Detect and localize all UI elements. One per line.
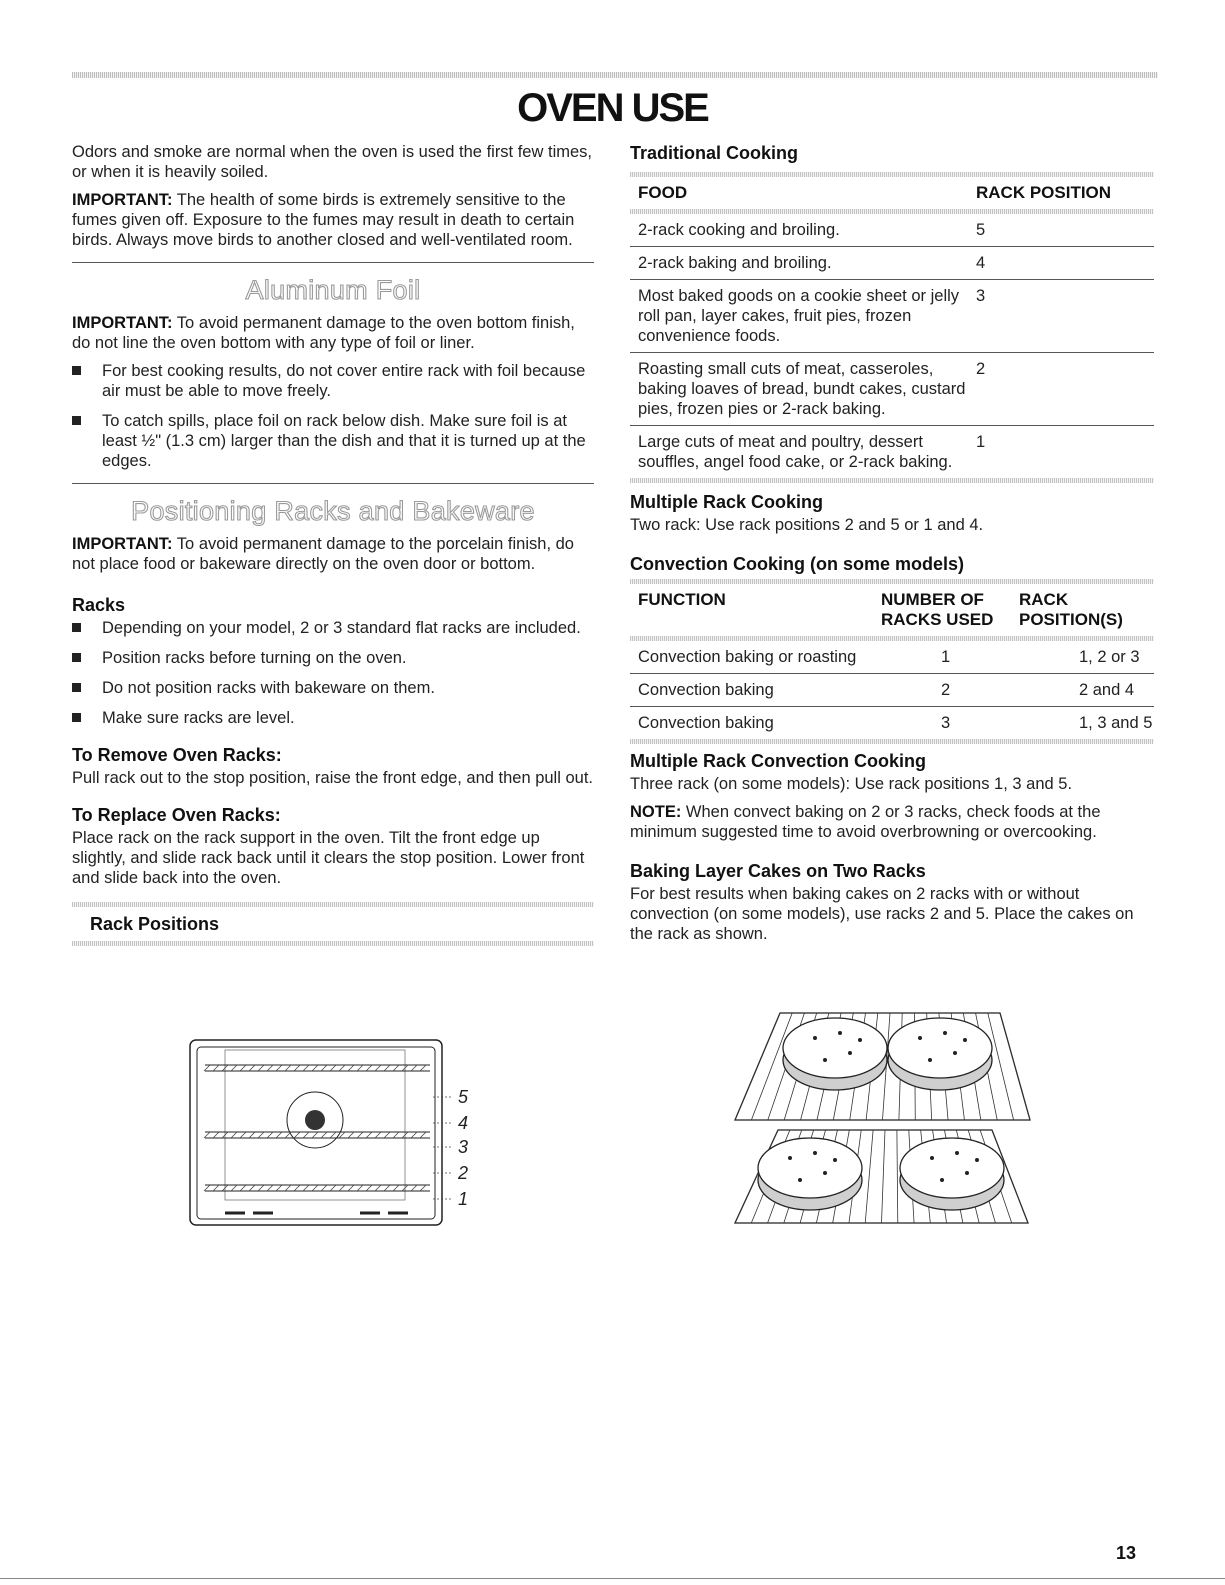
intro-text: Odors and smoke are normal when the oven is used the first few times, or when it is heavily soiled. bbox=[72, 143, 592, 181]
table-row: Convection baking 2 2 and 4 bbox=[630, 674, 1154, 707]
replace-racks-text: Place rack on the rack support in the oven. Tilt the front edge up slightly, and slide rack back until it clears the stop position. Lower front and slide back into the oven. bbox=[72, 829, 585, 887]
table-header: RACK POSITION(S) bbox=[1019, 590, 1123, 629]
divider bbox=[72, 262, 594, 263]
multiple-rack-text: Two rack: Use rack positions 2 and 5 or 1 and 4. bbox=[630, 516, 984, 534]
traditional-cooking-rows bbox=[630, 214, 1154, 478]
convection-heading: Convection Cooking (on some models) bbox=[630, 554, 965, 574]
racks-bullets bbox=[72, 618, 594, 728]
left-column bbox=[72, 142, 594, 946]
oven-rack-diagram bbox=[185, 1035, 485, 1230]
table-header: FOOD bbox=[638, 183, 688, 202]
traditional-cooking-heading: Traditional Cooking bbox=[630, 143, 799, 163]
cake-lower-left bbox=[758, 1138, 862, 1210]
table-row: Roasting small cuts of meat, casseroles, baking loaves of bread, bundt cakes, custard pies, frozen pies or 2-rack baking. 2 bbox=[630, 353, 1154, 426]
table-row: Convection baking or roasting 1 1, 2 or 3 bbox=[638, 648, 1140, 666]
rack-label-4: 4 bbox=[458, 1113, 469, 1133]
table-row: 2-rack cooking and broiling. 5 bbox=[638, 221, 986, 239]
rack-label-3: 3 bbox=[458, 1137, 469, 1157]
cake-lower-right bbox=[900, 1138, 1004, 1210]
top-rule bbox=[72, 72, 1158, 78]
aluminum-foil-title: Aluminum Foil bbox=[245, 275, 421, 305]
multiple-convection-heading: Multiple Rack Convection Cooking bbox=[630, 751, 927, 771]
table-header: RACK POSITION bbox=[976, 183, 1112, 202]
birds-warning: IMPORTANT: The health of some birds is extremely sensitive to the fumes given off. Exposure to the fumes may result in death to certain birds. Always move birds to another closed and well-ventilated room. bbox=[72, 191, 575, 249]
remove-racks-text: Pull rack out to the stop position, raise the front edge, and then pull out. bbox=[72, 769, 593, 787]
racks-heading: Racks bbox=[72, 595, 126, 615]
rack-positions-heading: Rack Positions bbox=[90, 914, 220, 934]
right-column bbox=[630, 142, 1154, 952]
list-item: To catch spills, place foil on rack below dish. Make sure foil is at least ½" (1.3 cm) larger than the dish and that it is turned up at the edges. bbox=[72, 411, 594, 471]
foil-warning: IMPORTANT: To avoid permanent damage to the oven bottom finish, do not line the oven bottom with any type of foil or liner. bbox=[72, 314, 575, 352]
hatch-rule bbox=[630, 739, 1154, 744]
rack-label-1: 1 bbox=[458, 1189, 469, 1209]
divider bbox=[72, 483, 594, 484]
cake-upper-left bbox=[783, 1018, 887, 1090]
list-item: Position racks before turning on the oven. bbox=[72, 648, 594, 668]
positioning-warning: IMPORTANT: To avoid permanent damage to the porcelain finish, do not place food or bakeware directly on the oven door or bottom. bbox=[72, 535, 574, 573]
table-row: Most baked goods on a cookie sheet or jelly roll pan, layer cakes, fruit pies, frozen convenience foods. 3 bbox=[630, 280, 1154, 353]
rack-label-5: 5 bbox=[458, 1087, 469, 1107]
convection-table bbox=[630, 641, 1154, 739]
table-row: 2-rack baking and broiling. 4 bbox=[630, 247, 1154, 280]
cake-upper-right bbox=[888, 1018, 992, 1090]
table-row: Large cuts of meat and poultry, dessert souffles, angel food cake, or 2-rack baking. 1 bbox=[630, 426, 1154, 479]
layer-cakes-heading: Baking Layer Cakes on Two Racks bbox=[630, 861, 926, 881]
replace-racks-heading: To Replace Oven Racks: bbox=[72, 805, 281, 825]
list-item: Make sure racks are level. bbox=[72, 708, 594, 728]
traditional-cooking-table bbox=[630, 177, 1154, 209]
table-header: FUNCTION bbox=[638, 590, 726, 609]
multiple-rack-heading: Multiple Rack Cooking bbox=[630, 492, 824, 512]
table-header: NUMBER OF RACKS USED bbox=[881, 590, 994, 629]
layer-cakes-text: For best results when baking cakes on 2 racks with or without convection (on some models), use racks 2 and 5. Place the cakes on the rack as shown. bbox=[630, 885, 1134, 943]
list-item: Do not position racks with bakeware on them. bbox=[72, 678, 594, 698]
remove-racks-heading: To Remove Oven Racks: bbox=[72, 745, 282, 765]
list-item: Depending on your model, 2 or 3 standard flat racks are included. bbox=[72, 618, 594, 638]
bottom-rule bbox=[0, 1578, 1225, 1579]
foil-bullets bbox=[72, 361, 594, 471]
positioning-title: Positioning Racks and Bakeware bbox=[131, 496, 535, 526]
rack-label-2: 2 bbox=[458, 1163, 469, 1183]
convection-note: NOTE: When convect baking on 2 or 3 racks, check foods at the minimum suggested time to avoid overbrowning or overcooking. bbox=[630, 803, 1101, 841]
page-number: 13 bbox=[1116, 1543, 1137, 1563]
list-item: For best cooking results, do not cover entire rack with foil because air must be able to move freely. bbox=[72, 361, 594, 401]
convection-table-header bbox=[630, 584, 1154, 636]
hatch-rule bbox=[72, 941, 594, 946]
page-title: OVEN USE bbox=[517, 86, 708, 130]
layer-cakes-diagram bbox=[730, 1008, 1035, 1230]
multiple-convection-text: Three rack (on some models): Use rack positions 1, 3 and 5. bbox=[630, 775, 1073, 793]
hatch-rule bbox=[630, 478, 1154, 483]
table-row: Convection baking 3 1, 3 and 5 bbox=[630, 707, 1154, 740]
